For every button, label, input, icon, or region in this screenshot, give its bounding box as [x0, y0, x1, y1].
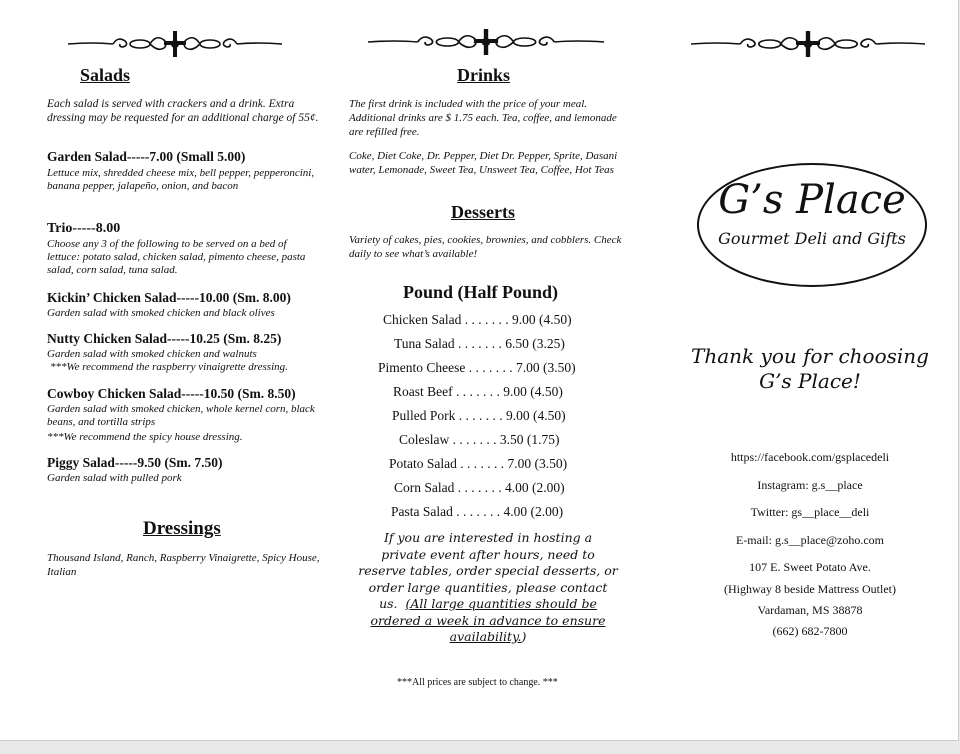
facebook-link[interactable]: https://facebook.com/gsplacedeli: [730, 450, 890, 464]
drinks-intro: The first drink is included with the price of your meal. Additional drinks are $ 1.75 each. Tea, coffee, and lemonade are refilled free.: [349, 98, 617, 138]
salad-title-cowboy-chicken: Cowboy Chicken Salad-----10.50 (Sm. 8.50): [47, 386, 296, 401]
event-line-3: reserve tables, order special desserts, or: [358, 563, 618, 578]
drinks-heading: Drinks: [457, 65, 511, 85]
drinks-list: Coke, Diet Coke, Dr. Pepper, Diet Dr. Pepper, Sprite, Dasani water, Lemonade, Sweet Tea, Unsweet Tea, Coffee, Hot Teas: [349, 150, 618, 176]
thank-you-message: [690, 344, 930, 394]
pound-heading: Pound (Half Pound): [403, 282, 559, 302]
salad-title-kickin-chicken: Kickin’ Chicken Salad-----10.00 (Sm. 8.00): [47, 290, 291, 305]
address-landmark: (Highway 8 beside Mattress Outlet): [724, 582, 896, 596]
price-row-pulled-pork: Pulled Pork . . . . . . . 9.00 (4.50): [392, 408, 566, 423]
salads-intro: Each salad is served with crackers and a drink. Extra dressing may be requested for an additional charge of 55¢.: [47, 98, 319, 124]
thank-you-line-1: Thank you for choosing: [691, 344, 929, 368]
price-row-tuna-salad: Tuna Salad . . . . . . . 6.50 (3.25): [394, 336, 565, 351]
price-row-roast-beef: Roast Beef . . . . . . . 9.00 (4.50): [393, 384, 563, 399]
price-row-pimento-cheese: Pimento Cheese . . . . . . . 7.00 (3.50): [378, 360, 576, 375]
salad-desc-garden: Lettuce mix, shredded cheese mix, bell pepper, pepperoncini, banana pepper, jalapeño, onion, and bacon: [47, 167, 315, 192]
price-row-coleslaw: Coleslaw . . . . . . . 3.50 (1.75): [399, 432, 560, 447]
price-disclaimer: ***All prices are subject to change. ***: [397, 677, 558, 688]
event-line-4: order large quantities, please contact: [368, 579, 608, 595]
flourish-ornament-right: [691, 29, 925, 59]
price-row-potato-salad: Potato Salad . . . . . . . 7.00 (3.50): [389, 456, 568, 471]
price-row-corn-salad: Corn Salad . . . . . . . 4.00 (2.00): [394, 480, 565, 495]
salad-title-nutty-chicken: Nutty Chicken Salad-----10.25 (Sm. 8.25): [47, 331, 282, 346]
salad-desc-trio: Choose any 3 of the following to be served on a bed of lettuce: potato salad, chicken salad, pimento cheese, pasta salad, corn salad, tuna salad.: [47, 238, 306, 276]
phone-number: (662) 682-7800: [772, 624, 848, 638]
dressings-text: Thousand Island, Ranch, Raspberry Vinaigrette, Spicy House, Italian: [47, 552, 320, 578]
desserts-heading: Desserts: [451, 202, 515, 222]
flourish-ornament-middle: [368, 27, 604, 57]
salad-title-garden: Garden Salad-----7.00 (Small 5.00): [47, 149, 246, 164]
desserts-text: Variety of cakes, pies, cookies, brownies, and cobblers. Check daily to see what’s available!: [349, 234, 622, 260]
twitter-handle: Twitter: gs__place__deli: [750, 505, 870, 519]
instagram-handle: Instagram: g.s__place: [757, 478, 863, 492]
salad-desc-nutty-chicken: Garden salad with smoked chicken and walnuts: [47, 348, 257, 360]
brand-name: G’s Place: [718, 177, 906, 223]
salads-heading: Salads: [80, 65, 131, 85]
price-row-pasta-salad: Pasta Salad . . . . . . . 4.00 (2.00): [391, 504, 564, 519]
flourish-ornament-left: [68, 29, 282, 59]
private-event-notice: [348, 530, 628, 646]
event-advance-notice-2: ordered a week in advance to ensure: [370, 612, 606, 628]
address-street: 107 E. Sweet Potato Ave.: [749, 560, 871, 574]
event-advance-notice-3: availability.: [449, 629, 522, 644]
salad-desc-piggy: Garden salad with pulled pork: [47, 472, 182, 484]
salad-desc-kickin-chicken: Garden salad with smoked chicken and black olives: [47, 307, 275, 319]
event-line-1: If you are interested in hosting a: [383, 530, 593, 545]
event-line-2: private event after hours, need to: [381, 546, 595, 562]
dressings-heading: Dressings: [143, 518, 221, 539]
brand-tagline: Gourmet Deli and Gifts: [718, 229, 906, 248]
event-line-5-prefix: us.: [379, 596, 406, 611]
thank-you-line-2: G’s Place!: [759, 369, 861, 393]
address-city: Vardaman, MS 38878: [757, 603, 863, 617]
salad-desc-cowboy-chicken: Garden salad with smoked chicken, whole kernel corn, black beans, and tortilla strips: [47, 403, 315, 428]
brand-logo: [697, 163, 927, 287]
price-row-chicken-salad: Chicken Salad . . . . . . . 9.00 (4.50): [383, 312, 572, 327]
salad-note-nutty-chicken: ***We recommend the raspberry vinaigrette dressing.: [50, 361, 288, 373]
event-advance-notice-1: (All large quantities should be: [405, 596, 597, 611]
email-address[interactable]: E-mail: g.s__place@zoho.com: [735, 533, 884, 547]
salad-title-trio: Trio-----8.00: [47, 221, 121, 236]
salad-note-cowboy-chicken: ***We recommend the spicy house dressing.: [47, 431, 243, 443]
salad-title-piggy: Piggy Salad-----9.50 (Sm. 7.50): [47, 455, 223, 470]
event-suffix: ): [521, 629, 527, 644]
